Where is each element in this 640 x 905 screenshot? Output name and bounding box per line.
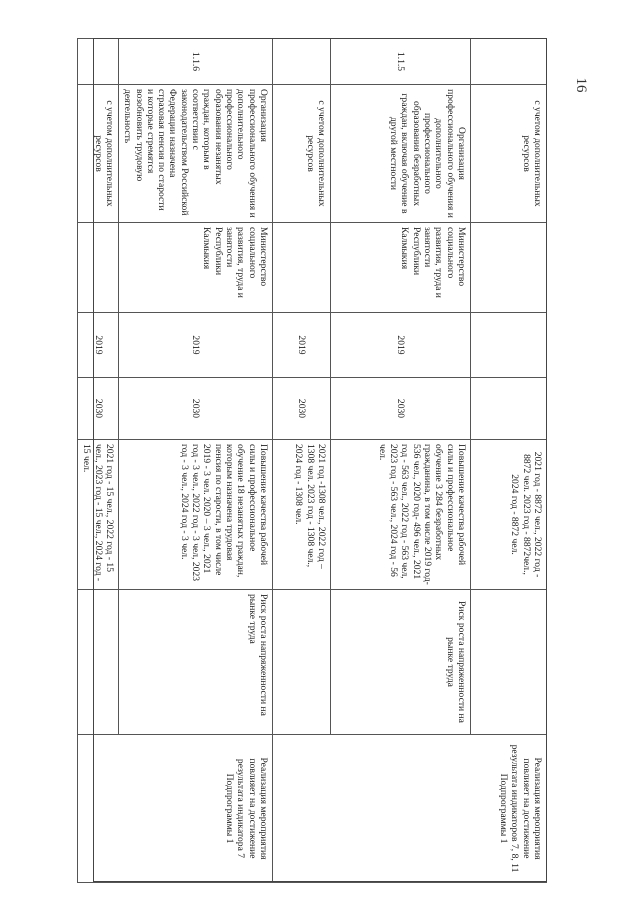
end-year-cell: 2030: [78, 378, 119, 440]
executor-cell: Министерство социального развития, труда и занятости Республики Калмыкия: [118, 223, 272, 313]
row-number: [273, 39, 331, 85]
start-year-cell: 2019: [78, 313, 119, 378]
start-year-cell: [471, 313, 547, 378]
activities-table: [77, 38, 547, 883]
activity-cell: с учетом дополнительных ресурсов: [78, 85, 119, 223]
risk-cell: Риск роста напряженности на рынке труда: [118, 590, 272, 735]
link-cell: Реализация мероприятия повлияет на достижение результата индикаторов 7, 8, 11 Подпрограммы 1: [273, 735, 547, 883]
result-cell: Повышение качества рабочей силы и профессиональное обучение 3 284 безработных гражданина, в том числе 2019 год- 536 чел., 2020 год- 496 чел., 2021 год - 563 чел., 2022 год - 563 чел, 2023 год - 563 чел., 2024 год - 56 чел.: [331, 440, 471, 590]
activity-cell: с учетом дополнительных ресурсов: [273, 85, 331, 223]
risk-cell: [471, 590, 547, 735]
end-year-cell: 2030: [118, 378, 272, 440]
page-number: 16: [573, 77, 590, 93]
executor-cell: Министерство социального развития, труда и занятости Республики Калмыкия: [331, 223, 471, 313]
start-year-cell: 2019: [273, 313, 331, 378]
activity-cell: Организация профессионального обучения и дополнительного профессионального образования незанятых граждан, которым в соответствии с законодательством Российской Федерации назначена страховая пенсия по старости и которые стремятся возобновить трудовую деятельность: [118, 85, 272, 223]
result-cell: 2021 год - 15 чел., 2022 год - 15 чел., 2023 год - 15 чел., 2024 год - 15 чел.: [78, 440, 119, 590]
activity-cell: Организация профессионального обучения и дополнительного профессионального образования безработных граждан, включая обучение в другой местности: [331, 85, 471, 223]
result-cell: 2021 год -1308 чел., 2022 год – 1308 чел. 2023 год - 1308 чел., 2024 год - 1308 чел.: [273, 440, 331, 590]
executor-cell: [471, 223, 547, 313]
table-row: [471, 39, 547, 883]
activity-cell: с учетом дополнительных ресурсов: [471, 85, 547, 223]
start-year-cell: 2019: [331, 313, 471, 378]
row-number: [471, 39, 547, 85]
end-year-cell: [471, 378, 547, 440]
row-number: 1.1.6: [118, 39, 272, 85]
risk-cell: [78, 590, 119, 735]
row-number: 1.1.5: [331, 39, 471, 85]
risk-cell: Риск роста напряженности на рынке труда: [331, 590, 471, 735]
end-year-cell: 2030: [331, 378, 471, 440]
row-number: [78, 39, 119, 85]
table-row: [118, 39, 272, 883]
rotated-table-container: [81, 38, 547, 882]
result-cell: Повышение качества рабочей силы и профессиональное обучение 18 незанятых граждан, которым назначена трудовая пенсия по старости, в том числе 2019 - 3 чел. 2020 – 3 чел., 2021 год - 3 чел., 2022 год - 3 чел, 2023 год - 3 чел., 2024 год - 3 чел.: [118, 440, 272, 590]
end-year-cell: 2030: [273, 378, 331, 440]
executor-cell: [273, 223, 331, 313]
start-year-cell: 2019: [118, 313, 272, 378]
link-cell: Реализация мероприятия повлияет на достижение результата индикатора 7 Подпрограммы 1: [78, 735, 273, 883]
executor-cell: [78, 223, 119, 313]
risk-cell: [273, 590, 331, 735]
result-cell: 2021 год - 8872 чел., 2022 год - 8872 чел. 2023 год - 8872чел., 2024 год - 8872 чел.: [471, 440, 547, 590]
